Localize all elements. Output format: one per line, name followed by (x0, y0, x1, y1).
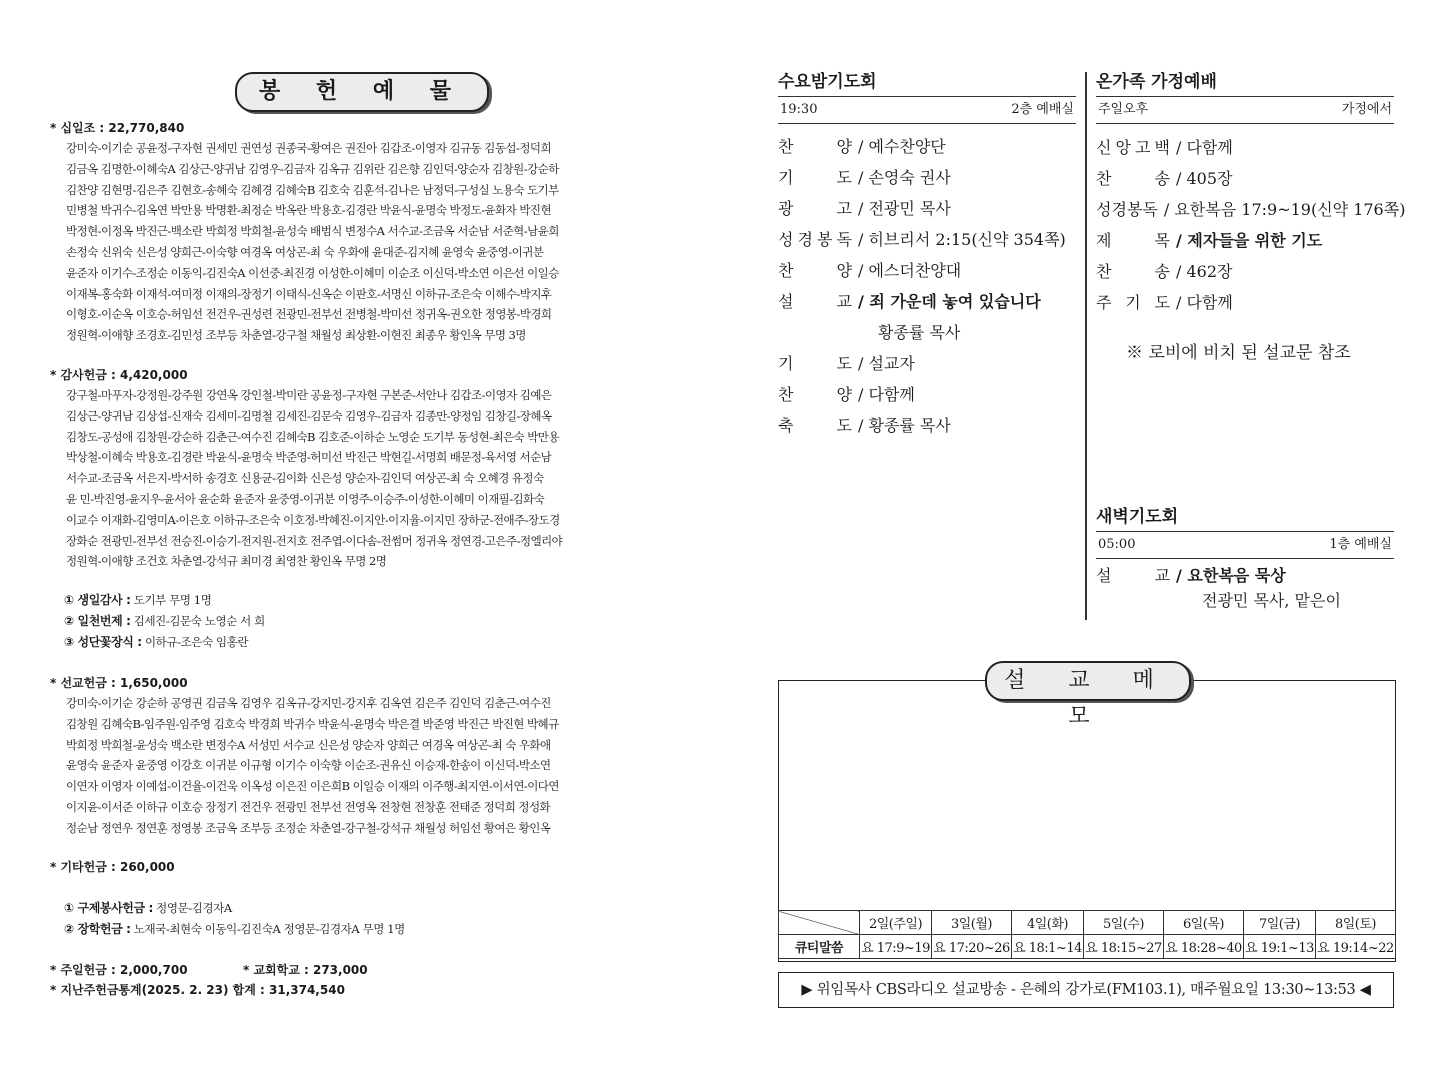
dawn-label (1096, 563, 1170, 589)
order-label-char: 찬 (778, 137, 794, 156)
order-label (1096, 287, 1170, 318)
order-value: / 다함께 (858, 385, 915, 404)
qt-table (778, 910, 1396, 959)
order-label-char: 축 (778, 416, 794, 435)
qt-day: 4일(화) (1011, 911, 1083, 935)
order-row (1096, 132, 1394, 163)
qt-verse: 요 19:14~22 (1315, 935, 1395, 959)
order-label (1096, 256, 1170, 287)
radio-broadcast-notice: ▶ 위임목사 CBS라디오 설교방송 - 은혜의 강가로(FM103.1), 매주월요일 13:30~13:53 ◀ (778, 972, 1394, 1008)
order-label-char: 설 (1096, 566, 1112, 585)
family-note: ※ 로비에 비치 된 설교문 참조 (1126, 343, 1351, 363)
dawn-sermon-row (1096, 563, 1394, 589)
order-label-char: 기 (1125, 293, 1141, 312)
mission-names (66, 693, 655, 839)
order-label-char: 주 (1096, 293, 1112, 312)
order-label-char: 양 (836, 385, 852, 404)
order-row (778, 317, 1076, 348)
order-value: / 황종률 목사 (858, 416, 951, 435)
name-line: 강구철-마푸자-강정원-강주원 강연옥 강인철-박미란 공윤정-구자현 구본준-서안나 김갑조-이영자 김예은 (66, 388, 552, 402)
order-label-char: 교 (836, 292, 852, 311)
name-line: 이연자 이영자 이예섭-이건율-이건욱 이옥성 이은진 이은희B 이일승 이재의 이주행-최지연-이서연-이다연 (66, 779, 559, 794)
offering-item-label: ② 일천번제 : (64, 613, 131, 628)
order-value: / 전광민 목사 (858, 199, 951, 218)
last-week-total: * 지난주헌금통계(2025. 2. 23) 합계 : 31,374,540 (50, 983, 345, 997)
tithe-names (66, 138, 655, 346)
qt-verse: 요 17:9~19 (860, 935, 932, 959)
sunday-offering: * 주일헌금 : 2,000,700 (50, 963, 188, 977)
offering-item-names: 이하규-조은숙 임홍란 (141, 634, 249, 649)
offering-item (64, 590, 655, 611)
order-label-char: 양 (836, 261, 852, 280)
order-label (778, 224, 852, 255)
order-label (778, 131, 852, 162)
other-heading: * 기타헌금 : 260,000 (50, 860, 175, 874)
name-line: 이형호-이순옥 이호승-허임선 전건우-권성련 전광민-전부선 전병철-박미선 정귀옥-권오한 정영봉-박경희 (66, 307, 552, 322)
order-label-char: 성 (778, 230, 794, 249)
offering-item (64, 919, 655, 940)
totals-block (50, 962, 655, 998)
order-label-char: 송 (1154, 169, 1170, 188)
order-label-char: 성 (1096, 200, 1112, 219)
qt-day: 6일(목) (1163, 911, 1243, 935)
order-label (778, 193, 852, 224)
qt-verse: 요 19:1~13 (1243, 935, 1315, 959)
name-line: 김창도-공성애 김창원-강순하 김춘근-여수진 김혜숙B 김호준-이하순 노영순 도기부 동성현-최은숙 박만용 (66, 429, 559, 444)
other-block (50, 859, 655, 875)
order-label (778, 255, 852, 286)
order-label-char: 찬 (1096, 262, 1112, 281)
order-row (1096, 225, 1394, 256)
qt-day: 3일(월) (931, 911, 1011, 935)
extra-offering-list (50, 590, 655, 652)
order-label-char: 백 (1154, 138, 1170, 157)
column-divider (1085, 72, 1087, 620)
order-label-char: 기 (778, 354, 794, 373)
name-line: 김창원 김혜숙B-임주원-임주영 김호숙 박경희 박귀수 박윤식-윤명숙 박은결 박준영 박진근 박진현 박혜규 (66, 716, 559, 731)
order-label-char: 도 (1154, 293, 1170, 312)
mission-heading: * 선교헌금 : 1,650,000 (50, 676, 188, 690)
name-line: 민병철 박귀수-김옥연 박만용 박명환-최정순 박옥란 박용호-김경란 박윤식-윤명숙 박정도-윤화자 박진현 (66, 203, 551, 218)
qt-day: 7일(금) (1243, 911, 1315, 935)
school-offering: * 교회학교 : 273,000 (243, 963, 368, 977)
order-label (778, 162, 852, 193)
order-label (778, 348, 852, 379)
order-label-char: 봉 (1126, 200, 1143, 219)
name-line: 윤준자 이기수-조정순 이동익-김진숙A 이선중-최진경 이성한-이혜미 이순조 이신덕-박소연 이은선 이일승 (66, 265, 559, 280)
order-value: / 다함께 (1176, 293, 1233, 312)
qt-verse: 요 18:1~14 (1011, 935, 1083, 959)
order-value: / 에스더찬양대 (858, 261, 962, 280)
order-row (778, 379, 1076, 410)
thanks-names (66, 385, 655, 572)
order-label-char: 양 (836, 137, 852, 156)
qt-days-row (779, 911, 1396, 935)
dawn-time: 05:00 (1098, 537, 1136, 552)
mission-block (50, 675, 655, 839)
order-value: / 죄 가운데 놓여 있습니다 (858, 292, 1041, 311)
order-row (778, 410, 1076, 441)
qt-label: 큐티말씀 (779, 935, 860, 959)
order-value: / 예수찬양단 (858, 137, 946, 156)
memo-title: 설 교 메 모 (985, 661, 1191, 701)
order-value: 황종률 목사 (878, 323, 961, 342)
order-label-char: 고 (836, 199, 852, 218)
order-label-char: 도 (836, 416, 852, 435)
name-line: 서수교-조금옥 서은지-박서하 송경호 신용균-김이화 신은성 양순자-김인덕 여상곤-최 숙 오혜경 유정숙 (66, 471, 544, 486)
qt-verse: 요 18:15~27 (1083, 935, 1163, 959)
name-line: 정원혁-이애향 조건호 차춘열-강석규 최미경 최영찬 황인옥 무명 2명 (66, 554, 387, 569)
order-label-char: 고 (1135, 138, 1151, 157)
order-label-char: 목 (1154, 231, 1170, 250)
order-label-char: 독 (1142, 200, 1158, 219)
offering-item-label: ① 구제봉사헌금 : (64, 901, 153, 915)
name-line: 강미숙-이기순 강순하 공영권 김금옥 김영우 김옥규-강지민-강지후 김옥연 김은주 김인덕 김춘근-여수진 (66, 696, 551, 710)
dawn-sermon: / 요한복음 묵상 (1176, 566, 1286, 585)
order-label (778, 317, 872, 348)
name-line: 김찬양 김현명-김은주 김현호-송혜숙 김혜경 김혜숙B 김호숙 김훈석-김나은 남정덕-구성실 노용숙 도기부 (66, 182, 559, 197)
order-label-char: 교 (1154, 566, 1170, 585)
offering-item-label: ③ 성단꽃장식 : (64, 634, 142, 649)
order-label-char: 송 (1154, 262, 1170, 281)
order-label-char: 도 (836, 168, 852, 187)
offering-item-names: 노재국-최현숙 이동익-김진숙A 정영문-김경자A 무명 1명 (130, 921, 405, 936)
name-line: 이지윤-이서준 이하규 이호승 장정기 전건우 전광민 전부선 전영옥 전창현 전창훈 전태준 정덕희 정성화 (66, 799, 551, 814)
offering-item (64, 611, 655, 632)
order-value: / 405장 (1176, 169, 1233, 188)
order-label-char: 경 (797, 230, 813, 249)
family-time: 주일오후 (1098, 102, 1149, 117)
order-value: / 히브리서 2:15(신약 354쪽) (858, 230, 1066, 249)
order-label (1096, 225, 1170, 256)
order-label-char: 봉 (817, 230, 833, 249)
wednesday-service (778, 70, 1076, 441)
offering-item-names: 정영문-김경자A (152, 901, 232, 915)
tithe-heading: * 십일조 : 22,770,840 (50, 121, 185, 135)
name-line: 이교수 이재화-김영미A-이은호 이하규-조은숙 이호정-박혜진-이지안-이지율-이지민 장하군-전애주-장도경 (66, 512, 560, 527)
family-place: 가정에서 (1341, 102, 1392, 117)
qt-verse: 요 18:28~40 (1163, 935, 1243, 959)
offering-item-label: ① 생일감사 : (64, 593, 131, 607)
name-line: 김금옥 김명한-이혜숙A 김상근-양귀남 김영우-김금자 김옥규 김위란 김은향 김인덕-양순자 김창원-강순하 (66, 161, 559, 176)
order-label-char: 제 (1096, 231, 1112, 250)
order-label-char: 찬 (778, 385, 794, 404)
order-label-char: 독 (836, 230, 852, 249)
name-line: 박희정 박희철-윤성숙 백소란 변정수A 서성민 서수교 신은성 양순자 양희근 여경옥 여상곤-최 숙 우화애 (66, 737, 551, 752)
offering-item-names: 도기부 무명 1명 (130, 593, 212, 607)
qt-day: 2일(주일) (860, 911, 932, 935)
dawn-speaker: 전광민 목사, 맡은이 (1202, 591, 1341, 610)
qt-corner (779, 911, 860, 935)
order-row (778, 286, 1076, 317)
name-line: 손정숙 신위숙 신은성 양희근-이숙향 여경옥 여상곤-최 숙 우화애 윤대준-김지혜 윤영숙 윤중영-이귀분 (66, 244, 544, 259)
order-value: / 제자들을 위한 기도 (1176, 231, 1323, 250)
name-line: 이재복-홍숙화 이재석-여미정 이재의-장정기 이태식-신옥순 이판호-서명신 이하규-조은숙 이해수-박지후 (66, 286, 552, 301)
offering-item-names: 김세진-김문숙 노영순 서 희 (130, 613, 265, 628)
name-line: 정순남 정연우 정연훈 정영봉 조금옥 조부등 조정순 차춘열-강구철-강석규 채월성 허임선 황여은 황인옥 (66, 820, 551, 835)
order-value: / 손영숙 권사 (858, 168, 951, 187)
qt-day: 5일(수) (1083, 911, 1163, 935)
order-label (1096, 163, 1170, 194)
order-row (1096, 163, 1394, 194)
wednesday-time: 19:30 (780, 102, 818, 117)
name-line: 정원혁-이애향 조경호-김민성 조부등 차춘열-강구철 채월성 최상환-이현진 최종우 황인옥 무명 3명 (66, 328, 526, 343)
order-label (778, 379, 852, 410)
order-value: / 설교자 (858, 354, 915, 373)
thanks-heading: * 감사헌금 : 4,420,000 (50, 368, 188, 382)
offering-item (64, 632, 655, 653)
order-label (1096, 132, 1170, 163)
offering-item-label: ② 장학헌금 : (64, 921, 131, 936)
dawn-place: 1층 예배실 (1329, 537, 1392, 552)
order-row (1096, 287, 1394, 318)
order-row (1096, 256, 1394, 287)
order-row (778, 255, 1076, 286)
order-row (778, 193, 1076, 224)
wednesday-title: 수요밤기도회 (778, 72, 877, 92)
name-line: 윤영숙 윤준자 윤중영 이강호 이귀분 이규형 이기수 이숙향 이순조-권유신 이승재-한송이 이신덕-박소연 (66, 758, 551, 773)
dawn-title: 새벽기도회 (1096, 507, 1179, 527)
order-value: / 462장 (1176, 262, 1233, 281)
order-label (778, 410, 852, 441)
order-value: / 다함께 (1176, 138, 1233, 157)
order-label-char: 경 (1111, 200, 1127, 219)
tithe-block (50, 120, 655, 346)
name-line: 윤 민-박진영-윤지우-윤서아 윤순화 윤준자 윤중영-이귀분 이영주-이승주-이성한-이혜미 이재필-김화숙 (66, 491, 545, 506)
offering-item (64, 898, 655, 919)
qt-verse: 요 17:20~26 (931, 935, 1011, 959)
order-label (778, 286, 852, 317)
offering-title: 봉 헌 예 물 (235, 72, 489, 112)
order-row (778, 131, 1076, 162)
order-label (1096, 194, 1158, 225)
order-label-char: 찬 (778, 261, 794, 280)
order-row (778, 162, 1076, 193)
name-line: 강미숙-이기순 공윤정-구자현 권세민 권연성 권종국-황여은 권진아 김갑조-이영자 김규동 김동섭-정덕희 (66, 141, 551, 155)
order-row (778, 348, 1076, 379)
family-service (1096, 70, 1406, 363)
order-label-char: 앙 (1115, 138, 1131, 157)
order-label-char: 광 (778, 199, 794, 218)
family-info-bar (1096, 96, 1394, 124)
family-title: 온가족 가정예배 (1096, 72, 1217, 92)
order-label-char: 기 (778, 168, 794, 187)
wednesday-place: 2층 예배실 (1011, 102, 1074, 117)
order-value: / 요한복음 17:9~19(신약 176쪽) (1163, 200, 1406, 219)
order-label-char: 도 (836, 354, 852, 373)
qt-day: 8일(토) (1315, 911, 1395, 935)
thanks-block (50, 367, 655, 572)
wednesday-order (778, 131, 1076, 441)
order-label-char: 설 (778, 292, 794, 311)
qt-verses-row (779, 935, 1396, 959)
name-line: 김상근-양귀남 김상섭-신재숙 김세미-김명철 김세진-김문숙 김영우-김금자 김종만-양정임 김창길-장혜옥 (66, 408, 552, 423)
name-line: 박상철-이혜숙 박용호-김경란 박윤식-윤명숙 박준영-허미선 박진근 박현길-서명희 배문정-육서영 서순남 (66, 450, 552, 465)
name-line: 장화순 전광민-전부선 전승진-이승기-전지원-전지호 전주엽-이다솜-전썸머 정귀옥 정연경-고은주-정엘리야 (66, 533, 563, 548)
order-row (1096, 194, 1406, 225)
wednesday-info-bar (778, 96, 1076, 124)
order-row (778, 224, 1076, 255)
other-offering-list (50, 898, 655, 940)
family-order (1096, 132, 1406, 318)
dawn-info-bar (1096, 531, 1394, 559)
order-label-char: 신 (1096, 138, 1112, 157)
name-line: 박정현-이정옥 박진근-백소란 박희정 박희철-윤성숙 배범식 변정수A 서수교-조금옥 서순남 서준혁-남윤희 (66, 224, 559, 239)
order-label-char: 찬 (1096, 169, 1112, 188)
dawn-service (1096, 505, 1394, 613)
